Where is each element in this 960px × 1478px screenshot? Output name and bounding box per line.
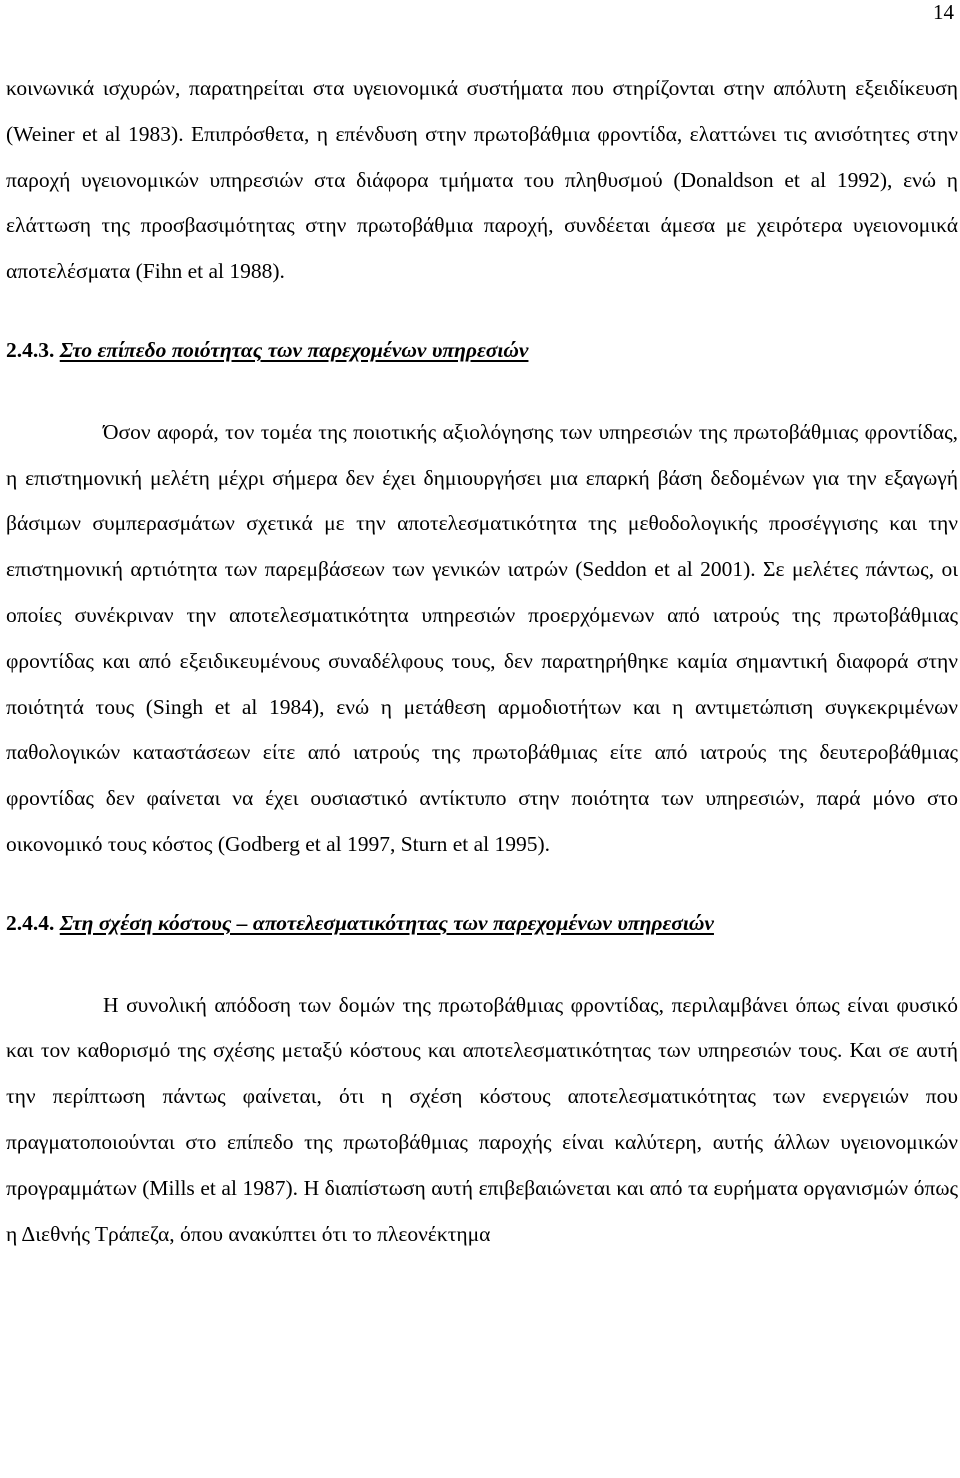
spacer <box>6 374 958 410</box>
section-title: Στη σχέση κόστους – αποτελεσματικότητας των παρεχομένων υπηρεσιών <box>59 910 714 935</box>
page-number: 14 <box>933 0 954 24</box>
paragraph-3: Η συνολική απόδοση των δομών της πρωτοβάθμιας φροντίδας, περιλαμβάνει όπως είναι φυσικό και τον καθορισμό της σχέσης μεταξύ κόστους και αποτελεσματικότητας των υπηρεσιών τους. Και σε αυτή την περίπτωση πάντως φαίνεται, ότι η σχέση κόστους αποτελεσματικότητας των ενεργειών που πραγματοποιούνται στο επίπεδο της πρωτοβάθμιας παροχής είναι καλύτερη, αυτής άλλων υγειονομικών προγραμμάτων (Mills et al 1987). Η διαπίστωση αυτή επιβεβαιώνεται και από τα ευρήματα οργανισμών όπως η Διεθνής Τράπεζα, όπου ανακύπτει ότι το πλεονέκτημα <box>6 992 958 1246</box>
section-heading-2-4-3 <box>6 328 958 374</box>
section-number: 2.4.4. <box>6 910 55 935</box>
section-number: 2.4.3. <box>6 337 55 362</box>
section-heading-2-4-4 <box>6 901 958 947</box>
spacer <box>6 947 958 983</box>
spacer <box>6 295 958 328</box>
paragraph-2: Όσον αφορά, τον τομέα της ποιοτικής αξιολόγησης των υπηρεσιών της πρωτοβάθμιας φροντίδας, η επιστημονική μελέτη μέχρι σήμερα δεν έχει δημιουργήσει μια επαρκή βάση δεδομένων για την εξαγωγή βάσιμων συμπερασμάτων σχετικά με την αποτελεσματικότητα της μεθοδολογικής προσέγγισης και την επιστημονική αρτιότητα των παρεμβάσεων των γενικών ιατρών (Seddon et al 2001). Σε μελέτες πάντως, οι οποίες συνέκριναν την αποτελεσματικότητα υπηρεσιών προερχόμενων από ιατρούς της πρωτοβάθμιας φροντίδας και από εξειδικευμένους συναδέλφους τους, δεν παρατηρήθηκε καμία σημαντική διαφορά στην ποιότητά τους (Singh et al 1984), ενώ η μετάθεση αρμοδιοτήτων και η αντιμετώπιση συγκεκριμένων παθολογικών καταστάσεων είτε από ιατρούς της πρωτοβάθμιας είτε από ιατρούς της δευτεροβάθμιας φροντίδας δεν φαίνεται να έχει ουσιαστικό αντίκτυπο στην ποιότητα των υπηρεσιών, παρά μόνο στο οικονομικό τους κόστος (Godberg et al 1997, Sturn et al 1995). <box>6 419 958 856</box>
section-title: Στο επίπεδο ποιότητας των παρεχομένων υπηρεσιών <box>59 337 529 362</box>
document-body <box>6 66 958 1257</box>
paragraph-1: κοινωνικά ισχυρών, παρατηρείται στα υγειονομικά συστήματα που στηρίζονται στην απόλυτη εξειδίκευση (Weiner et al 1983). Επιπρόσθετα, η επένδυση στην πρωτοβάθμια φροντίδα, ελαττώνει τις ανισότητες στην παροχή υγειονομικών υπηρεσιών στα διάφορα τμήματα του πληθυσμού (Donaldson et al 1992), ενώ η ελάττωση της προσβασιμότητας στην πρωτοβάθμια παροχή, συνδέεται άμεσα με χειρότερα υγειονομικά αποτελέσματα (Fihn et al 1988). <box>6 76 958 284</box>
spacer <box>6 868 958 901</box>
